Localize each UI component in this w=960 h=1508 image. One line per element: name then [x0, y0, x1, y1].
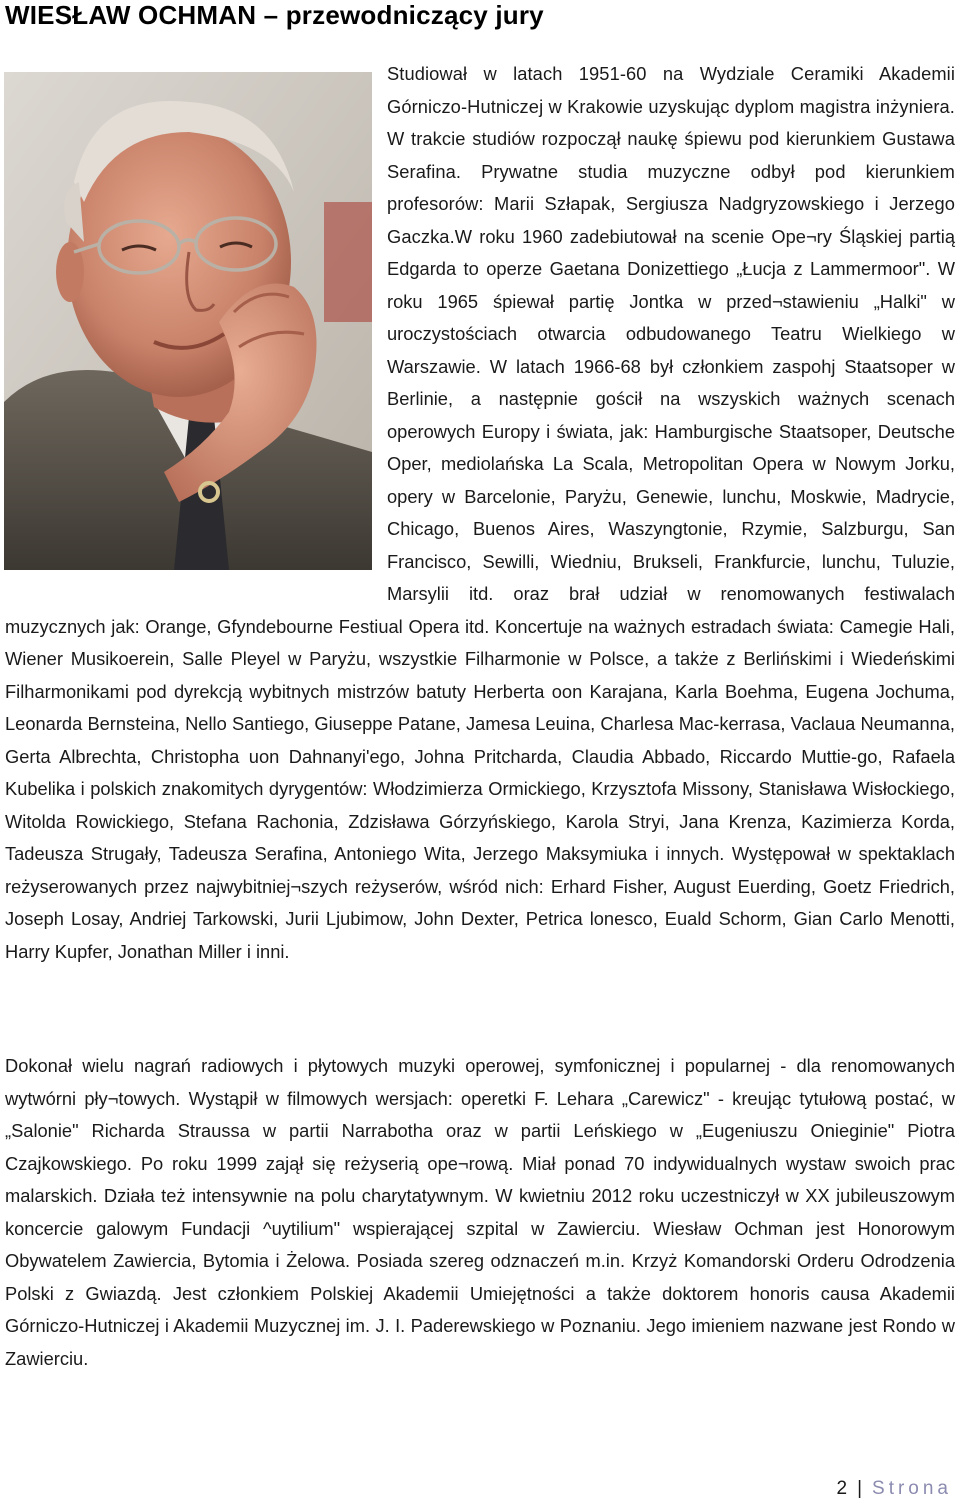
photo-float-spacer	[5, 58, 387, 588]
page-label: Strona	[872, 1478, 952, 1499]
biography-intro: Studiował w latach 1951-60 na Wydziale Ceramiki Akademii Górniczo-Hutniczej w Krakowie uzyskując dyplom magistra inżyniera. W trakcie studiów rozpoczął naukę śpiewu pod kierunkiem Gustawa Serafina. Prywatne studia muzyczne odbył pod kierunkiem profesorów: Marii Szłapak, Sergiusza Nadgryzowskiego i Jerzego Gaczka.	[387, 63, 955, 247]
biography-paragraph-1	[5, 58, 955, 968]
footer-separator: |	[857, 1478, 863, 1499]
biography-paragraph-2: Dokonał wielu nagrań radiowych i płytowych muzyki operowej, symfonicznej i popularnej - dla renomowanych wytwórni pły¬towych. Wystąpił w filmowych wersjach: operetki F. Lehara „Carewicz" - kreując tytułową postać, w „Salonie" Richarda Straussa w partii Narrabotha oraz w partii Leńskiego w „Eugeniuszu Onieginie" Piotra Czajkowskiego. Po roku 1999 zajął się reżyserią ope¬rową. Miał ponad 70 indywidualnych wystaw swoich prac malarskich. Działa też intensywnie na polu charytatywnym. W kwietniu 2012 roku uczestniczył w XX jubileuszowym koncercie galowym Fundacji ^uytilium" wspierającej szpital w Zawierciu. Wiesław Ochman jest Honorowym Obywatelem Zawiercia, Bytomia i Żelowa. Posiada szereg odznaczeń m.in. Krzyż Komandorski Orderu Odrodzenia Polski z Gwiazdą. Jest członkiem Polskiej Akademii Umiejętności a także doktorem honoris causa Akademii Górniczo-Hutniczej i Akademii Muzycznej im. J. I. Paderewskiego w Poznaniu. Jego imieniem nazwane jest Rondo w Zawierciu.	[5, 1055, 955, 1369]
page-number: 2	[836, 1478, 848, 1499]
biography-career: W roku 1960 zadebiutował na scenie Ope¬ry Śląskiej partią Edgarda to operze Gaetana Donizettiego „Łucja z Lammermoor". W roku 1965 śpiewał partię Jontka w przed¬stawieniu „Halki" w uroczystościach otwarcia odbudowanego Teatru Wielkiego w Warszawie. W latach 1966-68 był członkiem zaspohj Staatsoper w Berlinie, a następnie gościł na wszyskich ważnych scenach operowych Europy i świata, jak: Hamburgische Staatsoper, Deutsche Oper, mediolańska La Scala, Metropolitan Opera w Nowym Jorku, opery w Barcelonie, Paryżu, Genewie, lunchu, Moskwie, Madrycie, Chicago, Buenos Aires, Waszyngtonie, Rzymie, Salzburgu, San Francisco, Sewilli, Wiedniu, Brukseli, Frankfurcie, lunchu, Tuluzie, Marsylii itd. oraz brał udział w renomowanych festiwalach muzycznych jak: Orange, Gfyndebourne Festiual Opera itd. Koncertuje na ważnych estradach świata: Camegie Hali, Wiener Musikoerein, Salle Pleyel w Paryżu, wszystkie Filharmonie w Polsce, a także z Berlińskimi i Wiedeńskimi Filharmonikami pod dyrekcją wybitnych mistrzów batuty Herberta oon Karajana, Karla Boehma, Eugena Jochuma, Leonarda Bernsteina, Nello Santiego, Giuseppe Patane, Jamesa Leuina, Charlesa Mac-kerrasa, Vaclaua Neumanna, Gerta Albrechta, Christopha uon Dahnanyi'ego, Johna Pritcharda, Claudia Abbado, Riccardo Muttie-go, Rafaela Kubelika i polskich znakomitych dyrygentów: Włodzimierza Ormickiego, Krzysztofa Missony, Stanisława Wisłockiego, Witolda Rowickiego, Stefana Rachonia, Zdzisława Górzyńskiego, Karola Stryi, Jana Krenza, Kazimierza Korda, Tadeusza Strugały, Tadeusza Serafina, Antoniego Wita, Jerzego Maksymiuka i innych. Występował w spektaklach reżyserowanych przez najwybitniej¬szych reżyserów, wśród nich: Erhard Fisher, August Euerding, Goetz Friedrich, Joseph Losay, Andriej Tarkowski, Jurii Ljubimow, John Dexter, Petrica lonesco, Euald Schorm, Gian Carlo Menotti, Harry Kupfer, Jonathan Miller i inni.	[5, 225, 955, 962]
page-title: WIESŁAW OCHMAN – przewodniczący jury	[5, 0, 544, 30]
page-footer	[837, 1478, 953, 1500]
